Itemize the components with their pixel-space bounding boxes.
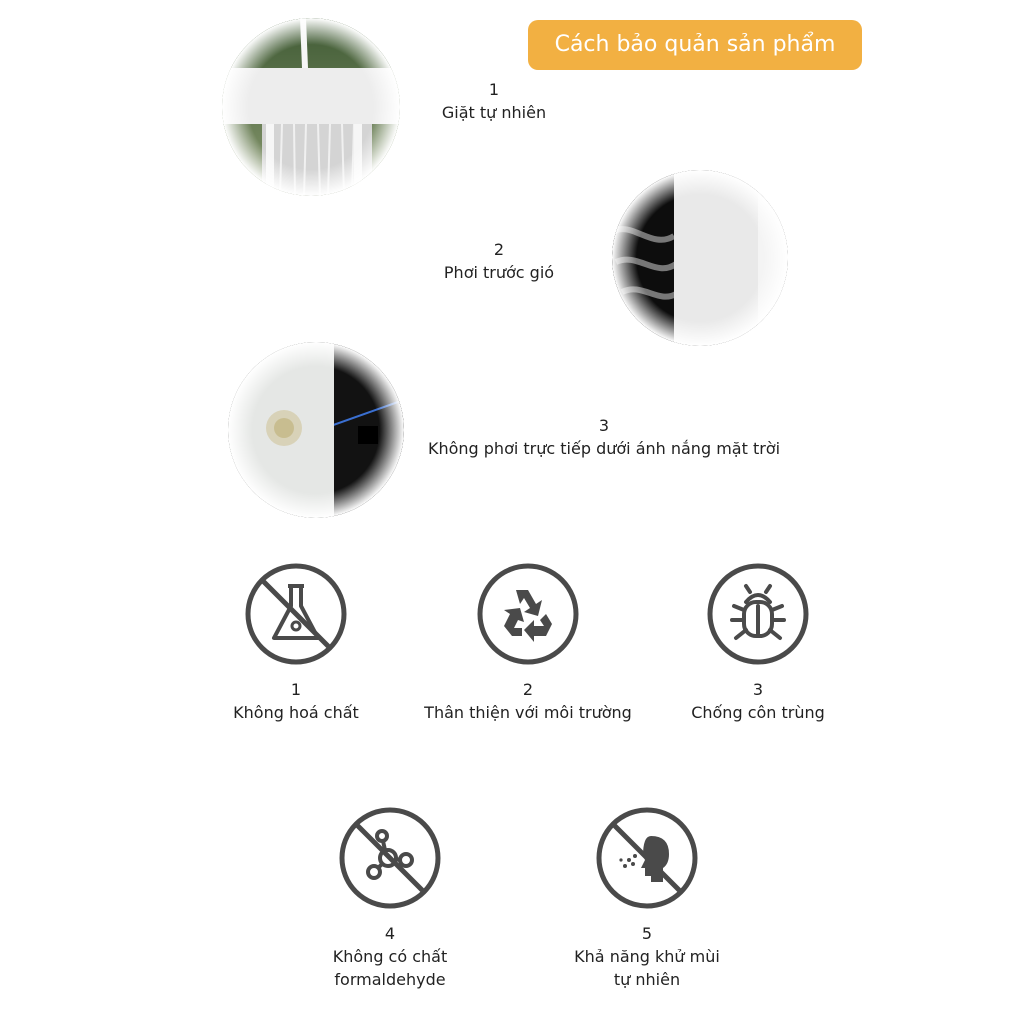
care-step-1 bbox=[394, 78, 594, 124]
feature-5-label-line2: tự nhiên bbox=[613, 970, 681, 989]
feature-1-label: Không hoá chất bbox=[233, 703, 359, 722]
care-step-2-number: 2 bbox=[493, 240, 505, 259]
feature-2-label: Thân thiện với môi trường bbox=[424, 703, 632, 722]
no-direct-sunlight-photo bbox=[228, 342, 404, 518]
feature-no-chemicals bbox=[176, 562, 416, 724]
deodorize-icon bbox=[595, 806, 699, 910]
feature-eco-friendly bbox=[408, 562, 648, 724]
feature-deodorize bbox=[527, 806, 767, 991]
feature-3-label: Chống côn trùng bbox=[691, 703, 825, 722]
care-step-1-number: 1 bbox=[488, 80, 500, 99]
no-chemicals-icon bbox=[244, 562, 348, 666]
feature-2-number: 2 bbox=[522, 680, 534, 699]
feature-4-label-line1: Không có chất bbox=[332, 947, 448, 966]
feature-3-number: 3 bbox=[752, 680, 764, 699]
care-step-2 bbox=[399, 238, 599, 284]
washing-water-photo bbox=[222, 18, 400, 196]
care-step-1-label: Giặt tự nhiên bbox=[441, 103, 547, 122]
bug-icon bbox=[706, 562, 810, 666]
care-step-2-label: Phơi trước gió bbox=[443, 263, 555, 282]
feature-4-number: 4 bbox=[384, 924, 396, 943]
feature-insect-repellent bbox=[638, 562, 878, 724]
feature-no-formaldehyde bbox=[270, 806, 510, 991]
no-formaldehyde-icon bbox=[338, 806, 442, 910]
care-step-3-number: 3 bbox=[598, 416, 610, 435]
wind-drying-photo bbox=[612, 170, 788, 346]
section-title-badge: Cách bảo quản sản phẩm bbox=[528, 20, 862, 70]
recycle-icon bbox=[476, 562, 580, 666]
feature-5-number: 5 bbox=[641, 924, 653, 943]
feature-5-label-line1: Khả năng khử mùi bbox=[574, 947, 720, 966]
feature-1-number: 1 bbox=[290, 680, 302, 699]
care-step-3 bbox=[404, 414, 804, 460]
feature-4-label-line2: formaldehyde bbox=[334, 970, 446, 989]
care-step-3-label: Không phơi trực tiếp dưới ánh nắng mặt trời bbox=[427, 439, 781, 458]
